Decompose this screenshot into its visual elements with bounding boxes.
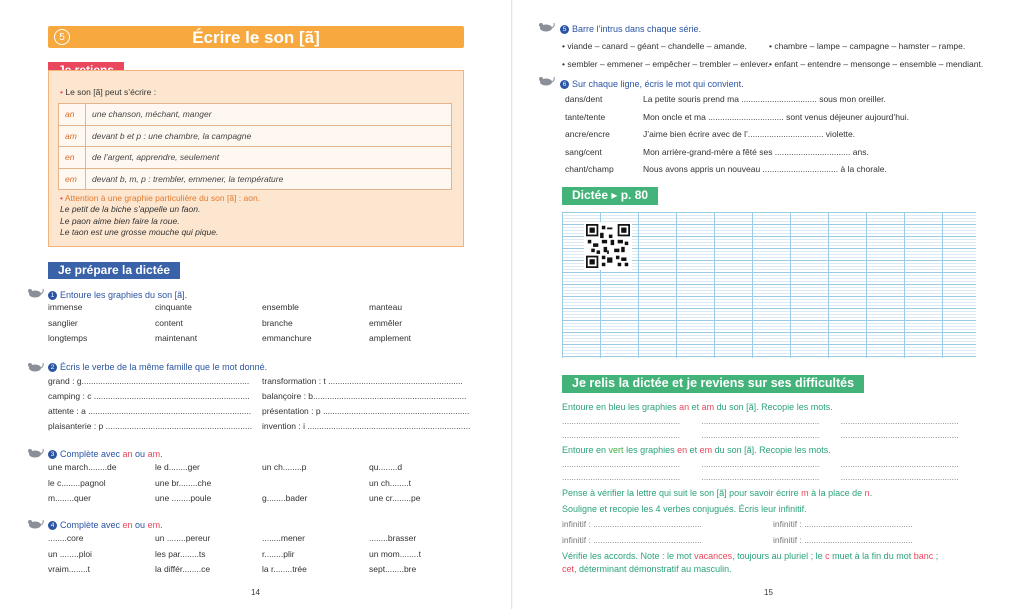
fill-in-word: sept........bre — [369, 564, 417, 574]
relis-instruction-4: Souligne et recopie les 4 verbes conjugués. Écris leur infinitif. — [562, 504, 807, 514]
fill-in-word: la différ........ce — [155, 564, 211, 574]
fill-in-word: les par........ts — [155, 548, 206, 559]
relis-instruction-5: Vérifie les accords. Note : le mot vacances, toujours au pluriel ; le c muet à la fin du mot banc ; — [562, 551, 939, 561]
word-pair: sang/cent — [565, 146, 602, 157]
fill-in-word: une cr........pe — [369, 493, 421, 503]
word-item: longtemps — [48, 333, 88, 343]
exercise-3-instruction: 3 Complète avec an ou am. — [48, 449, 163, 459]
fill-in-item: présentation : p .............................................................. — [262, 406, 470, 416]
fill-in-item: transformation : t ......................................................... — [262, 376, 463, 386]
fill-in-word: la r........trée — [262, 564, 307, 574]
exercise-number: 3 — [48, 450, 57, 459]
series-line: • viande – canard – géant – chandelle – amande. — [562, 41, 747, 51]
word-pair: chant/champ — [565, 164, 614, 174]
word-item: ensemble — [262, 302, 299, 312]
exercise-number: 1 — [48, 291, 57, 300]
infinitif-line[interactable]: infinitif : .............................................. — [562, 535, 702, 545]
note-intro: • Attention à une graphie particulière du son [ã] : aon. — [60, 193, 261, 203]
grapheme-cell: an — [59, 104, 86, 126]
infinitif-line[interactable]: infinitif : .............................................. — [773, 519, 913, 529]
fill-in-item: grand : g....................................................................... — [48, 376, 250, 386]
word-item: content — [155, 317, 183, 328]
chapter-number: 5 — [54, 29, 70, 45]
examples-cell: de l’argent, apprendre, seulement — [86, 147, 452, 169]
je-prepare-heading: Je prépare la dictée — [48, 262, 180, 279]
fill-in-item: attente : a ..................................................................... — [48, 406, 252, 416]
table-row — [59, 104, 452, 126]
series-line: • sembler – emmener – empêcher – trembler – enlever. — [562, 59, 771, 69]
fill-in-word: une br........che — [155, 477, 212, 488]
note-line: Le petit de la biche s’appelle un faon. — [60, 204, 201, 215]
exercise-1-instruction: 1 Entoure les graphies du son [ã]. — [48, 290, 187, 300]
fill-in-item: balançoire : b................................................................. — [262, 391, 467, 401]
infinitif-line[interactable]: infinitif : .............................................. — [562, 519, 702, 529]
sentence-with-blank[interactable]: La petite souris prend ma ................................ sous mon oreiller. — [643, 94, 886, 104]
exercise-number: 4 — [48, 521, 57, 530]
mouse-icon — [26, 362, 44, 372]
grapheme-cell: am — [59, 125, 86, 147]
grapheme-cell: em — [59, 168, 86, 190]
word-item: emmanchure — [262, 333, 312, 343]
sentence-with-blank[interactable]: Mon arrière-grand-mère a fêté ses ................................ ans. — [643, 146, 869, 157]
exercise-number: 6 — [560, 80, 569, 89]
word-item: emmêler — [369, 317, 403, 328]
word-item: manteau — [369, 302, 403, 312]
examples-cell: devant b, m, p : trembler, emmener, la température — [86, 168, 452, 190]
fill-in-word: le d........ger — [155, 462, 200, 472]
word-item: sanglier — [48, 317, 78, 328]
exercise-5-instruction: 5 Barre l’intrus dans chaque série. — [560, 24, 701, 34]
exercise-6-instruction: 6 Sur chaque ligne, écris le mot qui convient. — [560, 79, 744, 89]
exercise-number: 2 — [48, 363, 57, 372]
mouse-icon — [26, 288, 44, 298]
attention-note — [60, 193, 450, 239]
examples-cell: une chanson, méchant, manger — [86, 104, 452, 126]
fill-in-word: g........bader — [262, 493, 308, 503]
fill-in-word: ........mener — [262, 533, 305, 543]
dictee-tag[interactable]: Dictée ▸ p. 80 — [562, 187, 658, 205]
chapter-title-bar — [48, 26, 464, 48]
fill-in-word: ........brasser — [369, 533, 417, 543]
fill-in-item: plaisanterie : p .............................................................. — [48, 421, 253, 431]
mouse-icon — [537, 22, 555, 32]
exercise-2-instruction: 2 Écris le verbe de la même famille que le mot donné. — [48, 362, 267, 372]
qr-code-icon[interactable] — [584, 222, 632, 270]
note-line: Le paon aime bien faire la roue. — [60, 215, 180, 226]
fill-in-item: camping : c .................................................................. — [48, 391, 250, 401]
exercise-number: 5 — [560, 25, 569, 34]
answer-line[interactable]: .................................................. .................................................. .................................................. — [562, 459, 959, 469]
series-line: • enfant – entendre – mensonge – ensemble – mendiant. — [769, 59, 984, 69]
word-item: immense — [48, 302, 83, 312]
fill-in-word: un mom........t — [369, 548, 421, 559]
word-pair: ancre/encre — [565, 129, 610, 139]
chapter-title: Écrire le son [ã] — [192, 28, 320, 47]
fill-in-word: un ........pereur — [155, 533, 211, 543]
answer-line[interactable]: .................................................. .................................................. .................................................. — [562, 430, 959, 440]
grapheme-cell: en — [59, 147, 86, 169]
table-row — [59, 168, 452, 190]
sentence-with-blank[interactable]: Nous avons appris un nouveau ................................ à la chorale. — [643, 164, 887, 174]
word-pair: dans/dent — [565, 94, 603, 104]
fill-in-word: qu........d — [369, 462, 403, 472]
fill-in-word: un ch........p — [262, 462, 307, 472]
relis-instruction-1: Entoure en bleu les graphies an et am du son [ã]. Recopie les mots. — [562, 402, 833, 412]
fill-in-item: invention : i ..................................................................... — [262, 421, 471, 431]
sentence-with-blank[interactable]: J’aime bien écrire avec de l’................................ violette. — [643, 129, 856, 139]
relis-instruction-6: cet, déterminant démonstratif au masculin. — [562, 564, 732, 574]
examples-cell: devant b et p : une chambre, la campagne — [86, 125, 452, 147]
fill-in-word: une ........poule — [155, 493, 212, 503]
relis-instruction-2: Entoure en vert les graphies en et em du son [ã]. Recopie les mots. — [562, 445, 831, 455]
table-row — [59, 147, 452, 169]
page-number-right: 15 — [764, 588, 773, 597]
page-gutter — [511, 0, 513, 609]
page-number-left: 14 — [251, 588, 260, 597]
graphies-table — [58, 103, 452, 190]
fill-in-word: une march........de — [48, 462, 117, 472]
je-relis-heading: Je relis la dictée et je reviens sur ses difficultés — [562, 375, 864, 393]
word-item: branche — [262, 317, 293, 328]
fill-in-word: r........plir — [262, 548, 295, 559]
note-line: Le taon est une grosse mouche qui pique. — [60, 227, 219, 238]
sentence-with-blank[interactable]: Mon oncle et ma ................................ sont venus déjeuner aujourd’hui. — [643, 111, 909, 122]
fill-in-word: un ........ploi — [48, 548, 92, 559]
word-item: amplement — [369, 333, 412, 343]
word-pair: tante/tente — [565, 111, 606, 122]
word-item: maintenant — [155, 333, 198, 343]
table-row — [59, 125, 452, 147]
infinitif-line[interactable]: infinitif : .............................................. — [773, 535, 913, 545]
answer-line[interactable]: .................................................. .................................................. .................................................. — [562, 416, 959, 426]
exercise-4-instruction: 4 Complète avec en ou em. — [48, 520, 163, 530]
answer-line[interactable]: .................................................. .................................................. .................................................. — [562, 472, 959, 482]
fill-in-word: le c........pagnol — [48, 477, 106, 488]
series-line: • chambre – lampe – campagne – hamster – rampe. — [769, 41, 966, 51]
fill-in-word: ........core — [48, 533, 84, 543]
fill-in-word: un ch........t — [369, 477, 412, 488]
mouse-icon — [26, 448, 44, 458]
fill-in-word: m........quer — [48, 493, 91, 503]
word-item: cinquante — [155, 302, 192, 312]
retiens-intro: • Le son [ã] peut s’écrire : — [60, 87, 157, 97]
mouse-icon — [537, 76, 555, 86]
mouse-icon — [26, 519, 44, 529]
fill-in-word: vraim........t — [48, 564, 91, 574]
relis-instruction-3: Pense à vérifier la lettre qui suit le son [ã] pour savoir écrire m à la place de n. — [562, 488, 873, 498]
